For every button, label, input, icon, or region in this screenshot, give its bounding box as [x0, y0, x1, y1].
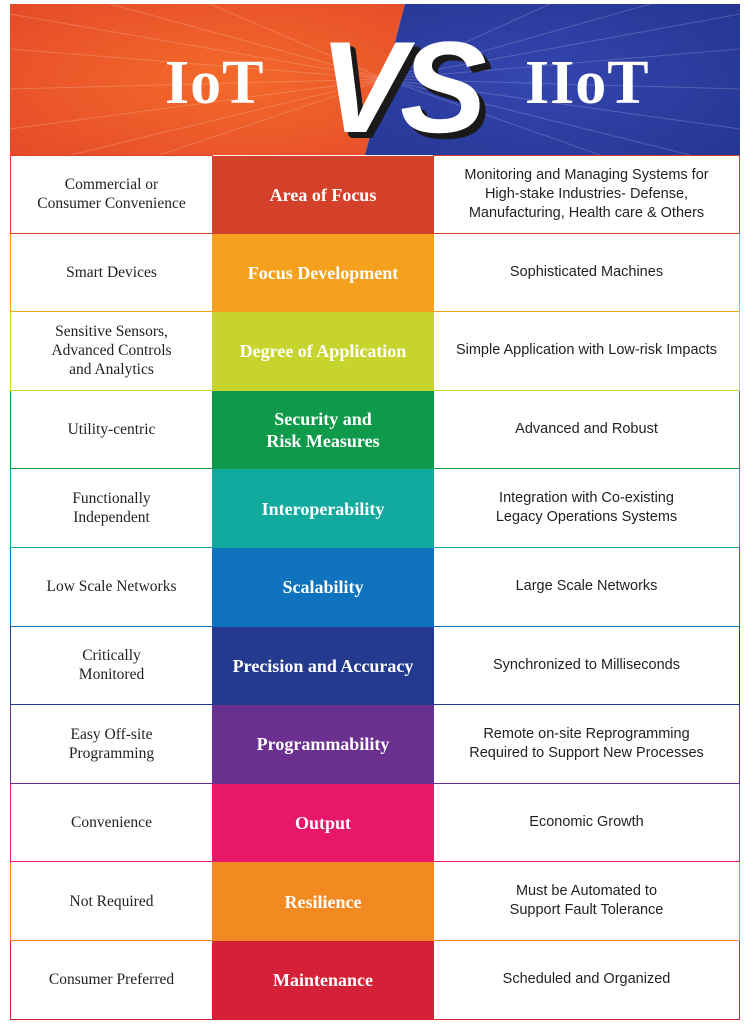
- iiot-cell: [433, 391, 740, 470]
- comparison-row: [10, 155, 740, 234]
- iot-cell: [10, 784, 213, 863]
- iiot-value: Scheduled and Organized: [502, 971, 671, 988]
- iot-value: Convenience: [71, 814, 152, 832]
- comparison-row: [10, 234, 740, 313]
- comparison-row: [10, 784, 740, 863]
- category-label: Focus Development: [247, 262, 399, 283]
- category-cell: [213, 627, 433, 706]
- iiot-value: Sophisticated Machines: [509, 263, 664, 280]
- iiot-value: Simple Application with Low-risk Impacts: [455, 342, 718, 359]
- category-label: Precision and Accuracy: [232, 655, 414, 676]
- iot-value: Utility-centric: [67, 421, 156, 439]
- iiot-cell: [433, 548, 740, 627]
- vs-label: VS: [319, 14, 481, 155]
- iot-cell: [10, 469, 213, 548]
- iot-value: Easy Off-site Programming: [68, 725, 155, 762]
- iot-cell: [10, 862, 213, 941]
- iot-cell: [10, 234, 213, 313]
- comparison-row: [10, 391, 740, 470]
- iiot-value: Large Scale Networks: [515, 578, 658, 595]
- comparison-table: [10, 155, 740, 1020]
- iiot-cell: [433, 234, 740, 313]
- category-cell: [213, 941, 433, 1020]
- iot-cell: [10, 155, 213, 234]
- iot-cell: [10, 391, 213, 470]
- iot-cell: [10, 705, 213, 784]
- category-label: Area of Focus: [269, 184, 377, 205]
- iiot-value: Monitoring and Managing Systems for High-stake Industries- Defense, Manufacturing, Health care & Others: [464, 166, 709, 221]
- comparison-row: [10, 312, 740, 391]
- category-label: Interoperability: [261, 498, 385, 519]
- category-label: Degree of Application: [239, 341, 407, 362]
- category-cell: [213, 705, 433, 784]
- category-cell: [213, 784, 433, 863]
- iot-value: Critically Monitored: [78, 647, 145, 684]
- category-cell: [213, 469, 433, 548]
- iiot-value: Advanced and Robust: [515, 421, 658, 438]
- comparison-row: [10, 862, 740, 941]
- category-cell: [213, 312, 433, 391]
- iot-cell: [10, 312, 213, 391]
- iot-value: Commercial or Consumer Convenience: [37, 176, 186, 213]
- comparison-row: [10, 627, 740, 706]
- comparison-row: [10, 469, 740, 548]
- category-label: Maintenance: [273, 970, 373, 991]
- iot-value: Sensitive Sensors, Advanced Controls and Analytics: [51, 323, 172, 379]
- category-label: Resilience: [284, 891, 362, 912]
- category-label: Security and Risk Measures: [266, 409, 380, 452]
- iiot-value: Must be Automated to Support Fault Tolerance: [509, 883, 664, 919]
- iot-value: Functionally Independent: [72, 490, 151, 527]
- iiot-cell: [433, 941, 740, 1020]
- iot-value: Smart Devices: [66, 263, 157, 281]
- category-label: Scalability: [282, 577, 364, 598]
- iiot-value: Synchronized to Milliseconds: [493, 656, 680, 673]
- iiot-value: Integration with Co-existing Legacy Operations Systems: [495, 490, 678, 526]
- category-cell: [213, 391, 433, 470]
- category-cell: [213, 234, 433, 313]
- iiot-cell: [433, 784, 740, 863]
- comparison-row: [10, 548, 740, 627]
- iot-value: Consumer Preferred: [48, 971, 175, 989]
- iiot-cell: [433, 469, 740, 548]
- iot-cell: [10, 941, 213, 1020]
- iot-title: IoT: [165, 49, 265, 117]
- iiot-cell: [433, 705, 740, 784]
- iot-value: Not Required: [69, 892, 154, 910]
- iot-cell: [10, 548, 213, 627]
- comparison-row: [10, 705, 740, 784]
- iiot-value: Remote on-site Reprogramming Required to Support New Processes: [469, 725, 704, 761]
- iiot-title: IIoT: [525, 49, 650, 117]
- iot-cell: [10, 627, 213, 706]
- category-cell: [213, 548, 433, 627]
- iiot-cell: [433, 155, 740, 234]
- comparison-row: [10, 941, 740, 1020]
- iiot-cell: [433, 627, 740, 706]
- category-cell: [213, 155, 433, 234]
- category-cell: [213, 862, 433, 941]
- iiot-cell: [433, 312, 740, 391]
- iiot-cell: [433, 862, 740, 941]
- iot-value: Low Scale Networks: [46, 578, 177, 596]
- category-label: Output: [294, 813, 352, 834]
- iiot-value: Economic Growth: [529, 814, 644, 831]
- comparison-header: [10, 4, 740, 155]
- category-label: Programmability: [256, 734, 390, 755]
